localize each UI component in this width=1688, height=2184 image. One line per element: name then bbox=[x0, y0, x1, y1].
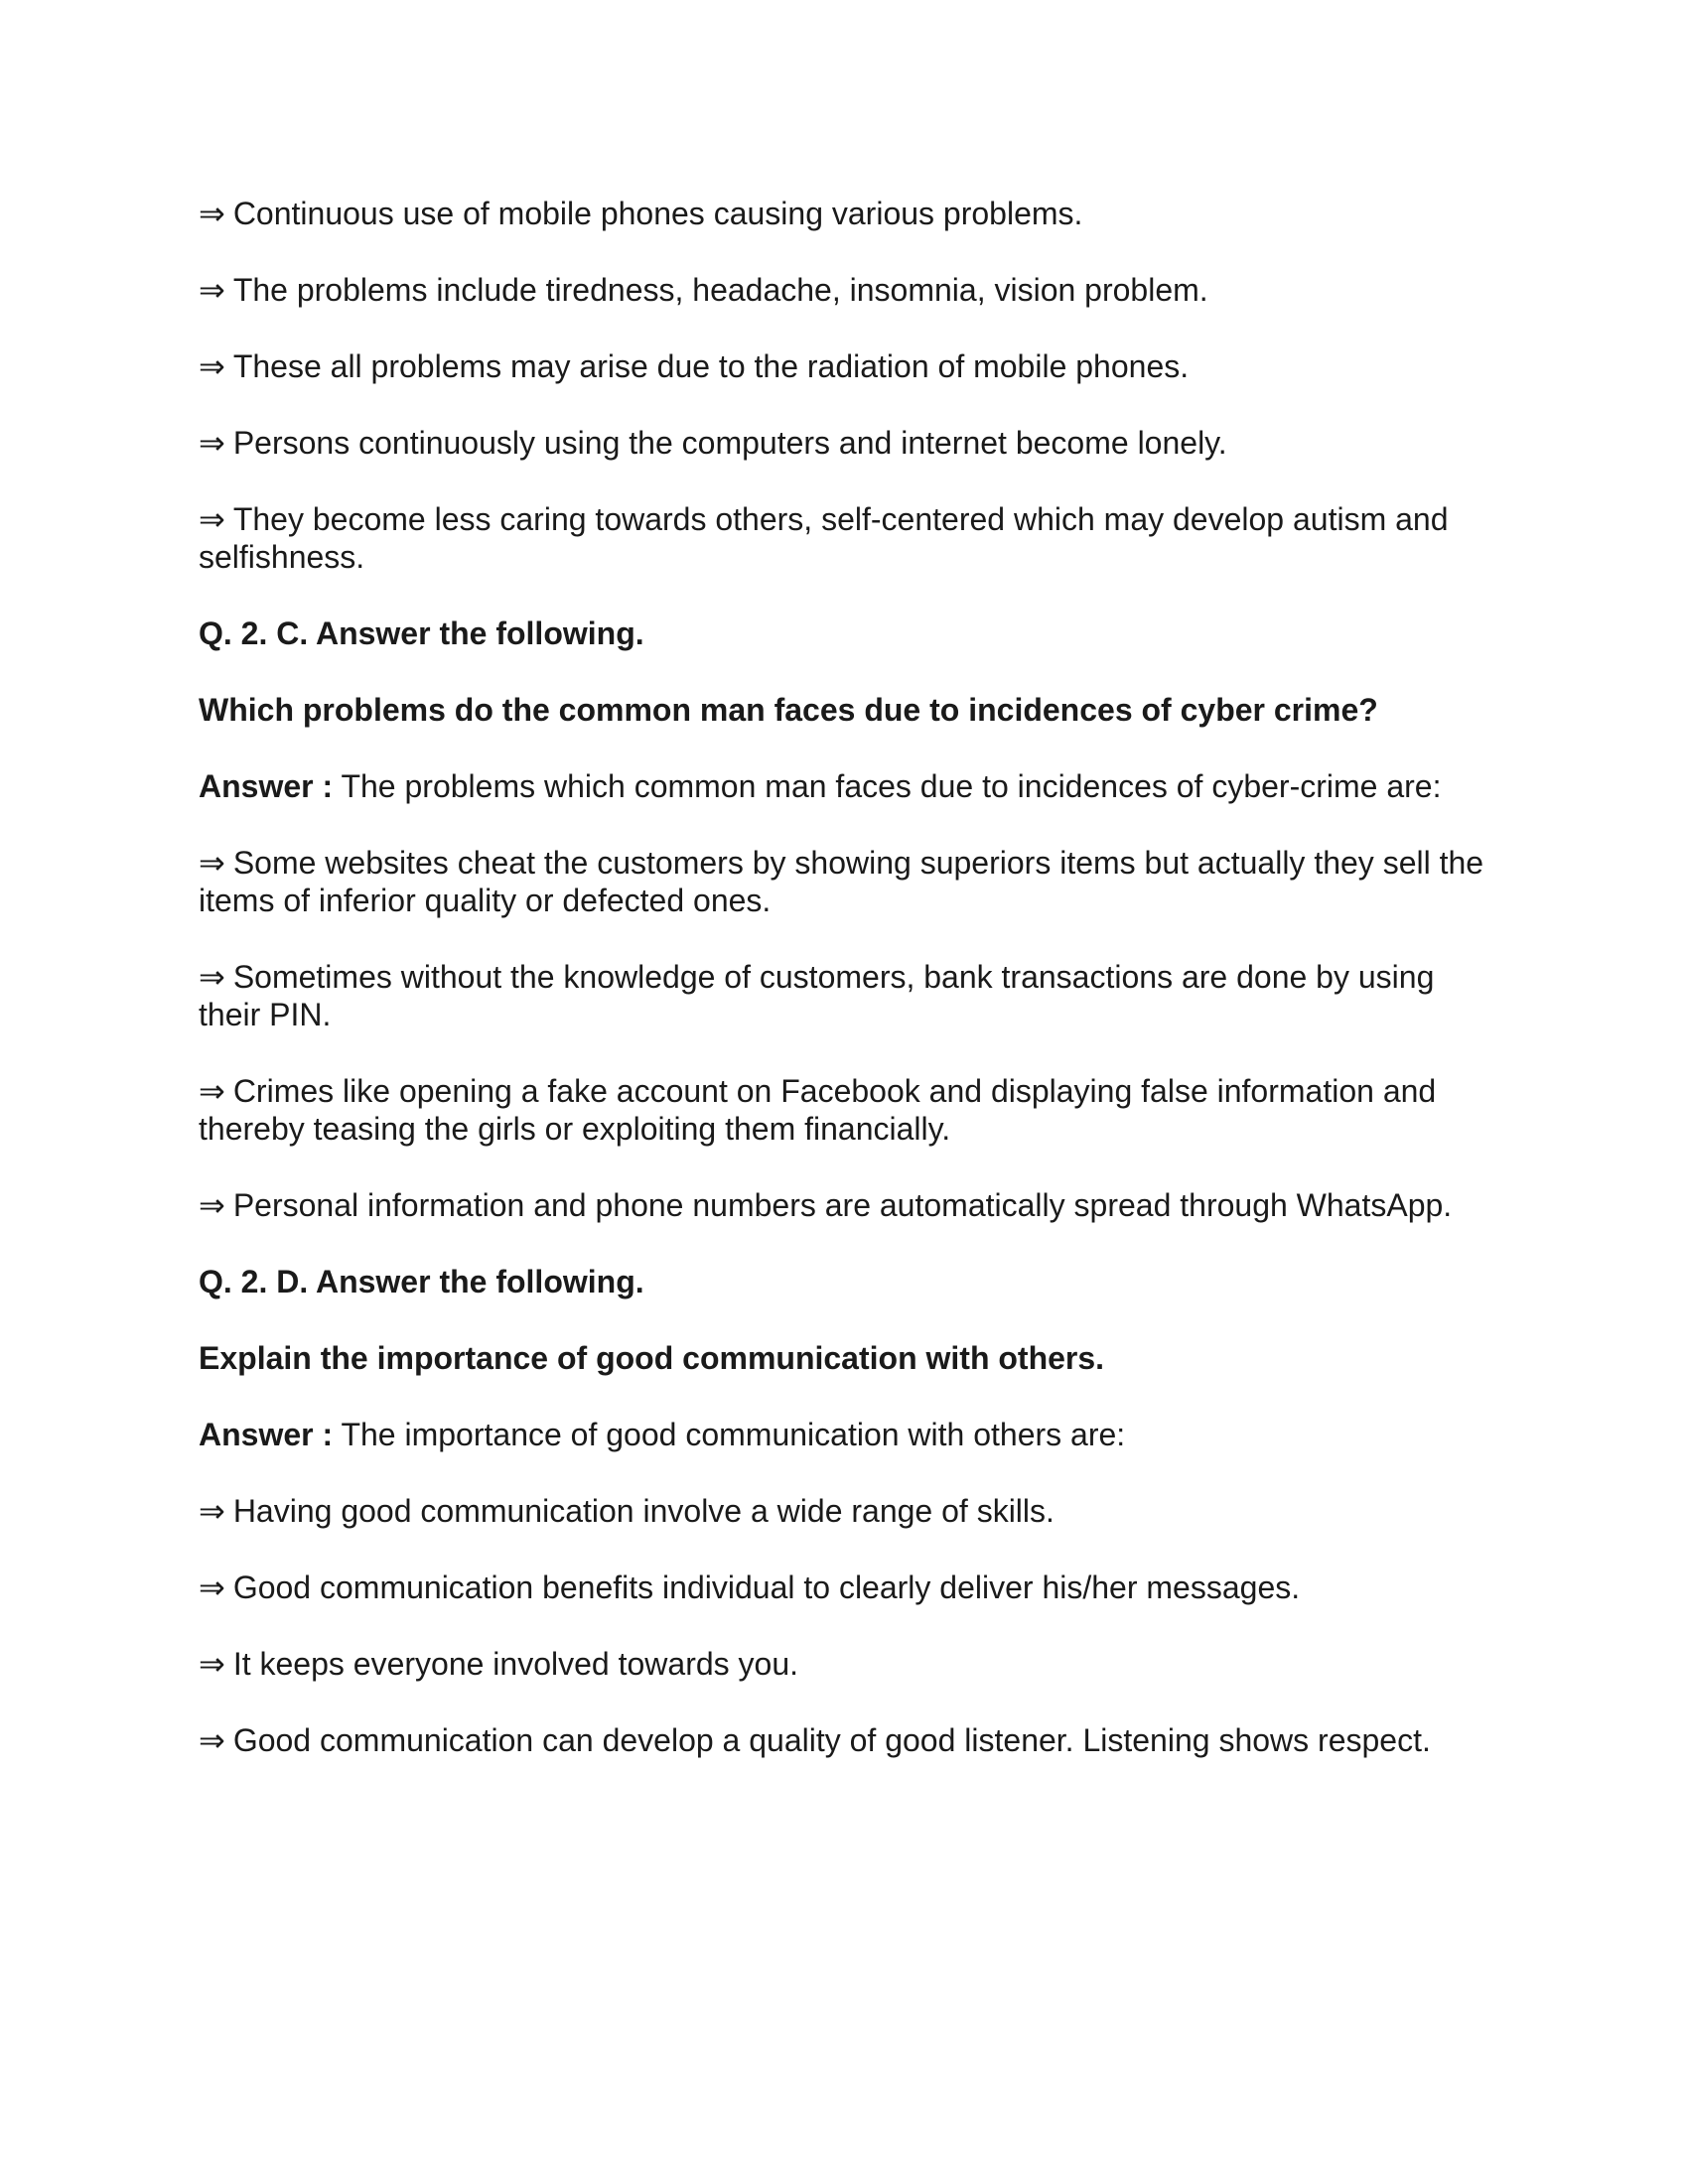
answer-label: Answer : bbox=[199, 768, 334, 804]
arrow-icon: ⇒ bbox=[199, 845, 225, 881]
section-heading-q2d: Q. 2. D. Answer the following. bbox=[199, 1264, 644, 1299]
bullet-item: ⇒ The problems include tiredness, headache, insomnia, vision problem. bbox=[199, 272, 1208, 308]
answer-label: Answer : bbox=[199, 1417, 334, 1452]
arrow-icon: ⇒ bbox=[199, 425, 225, 461]
bullet-item: ⇒ They become less caring towards others, self-centered which may develop autism and selfishness. bbox=[199, 501, 1449, 575]
bullet-item: ⇒ Persons continuously using the computers and internet become lonely. bbox=[199, 425, 1227, 461]
bullet-item: ⇒ Good communication can develop a quality of good listener. Listening shows respect. bbox=[199, 1722, 1431, 1758]
arrow-icon: ⇒ bbox=[199, 959, 225, 995]
answer-intro-q2d: Answer : The importance of good communication with others are: bbox=[199, 1417, 1126, 1452]
document-page bbox=[199, 195, 1499, 1798]
bullet-item: ⇒ Personal information and phone numbers are automatically spread through WhatsApp. bbox=[199, 1187, 1453, 1223]
bullet-item: ⇒ Sometimes without the knowledge of customers, bank transactions are done by using their PIN. bbox=[199, 959, 1435, 1032]
section-heading-q2c: Q. 2. C. Answer the following. bbox=[199, 615, 644, 651]
arrow-icon: ⇒ bbox=[199, 1073, 225, 1109]
arrow-icon: ⇒ bbox=[199, 272, 225, 308]
arrow-icon: ⇒ bbox=[199, 1722, 225, 1758]
question-q2d: Explain the importance of good communication with others. bbox=[199, 1340, 1105, 1376]
bullet-item: ⇒ These all problems may arise due to the radiation of mobile phones. bbox=[199, 348, 1190, 384]
bullet-item: ⇒ Having good communication involve a wide range of skills. bbox=[199, 1493, 1055, 1529]
arrow-icon: ⇒ bbox=[199, 1187, 225, 1223]
answer-intro-q2c: Answer : The problems which common man faces due to incidences of cyber-crime are: bbox=[199, 768, 1442, 804]
bullet-item: ⇒ Continuous use of mobile phones causing various problems. bbox=[199, 196, 1083, 231]
arrow-icon: ⇒ bbox=[199, 501, 225, 537]
bullet-item: ⇒ Good communication benefits individual to clearly deliver his/her messages. bbox=[199, 1570, 1301, 1605]
question-q2c: Which problems do the common man faces due to incidences of cyber crime? bbox=[199, 692, 1378, 728]
arrow-icon: ⇒ bbox=[199, 1570, 225, 1605]
arrow-icon: ⇒ bbox=[199, 1493, 225, 1529]
arrow-icon: ⇒ bbox=[199, 1646, 225, 1682]
bullet-item: ⇒ Crimes like opening a fake account on Facebook and displaying false information and thereby teasing the girls or exploiting them financially. bbox=[199, 1073, 1437, 1147]
arrow-icon: ⇒ bbox=[199, 196, 225, 231]
arrow-icon: ⇒ bbox=[199, 348, 225, 384]
bullet-item: ⇒ It keeps everyone involved towards you. bbox=[199, 1646, 799, 1682]
bullet-item: ⇒ Some websites cheat the customers by showing superiors items but actually they sell the items of inferior quality or defected ones. bbox=[199, 845, 1484, 918]
